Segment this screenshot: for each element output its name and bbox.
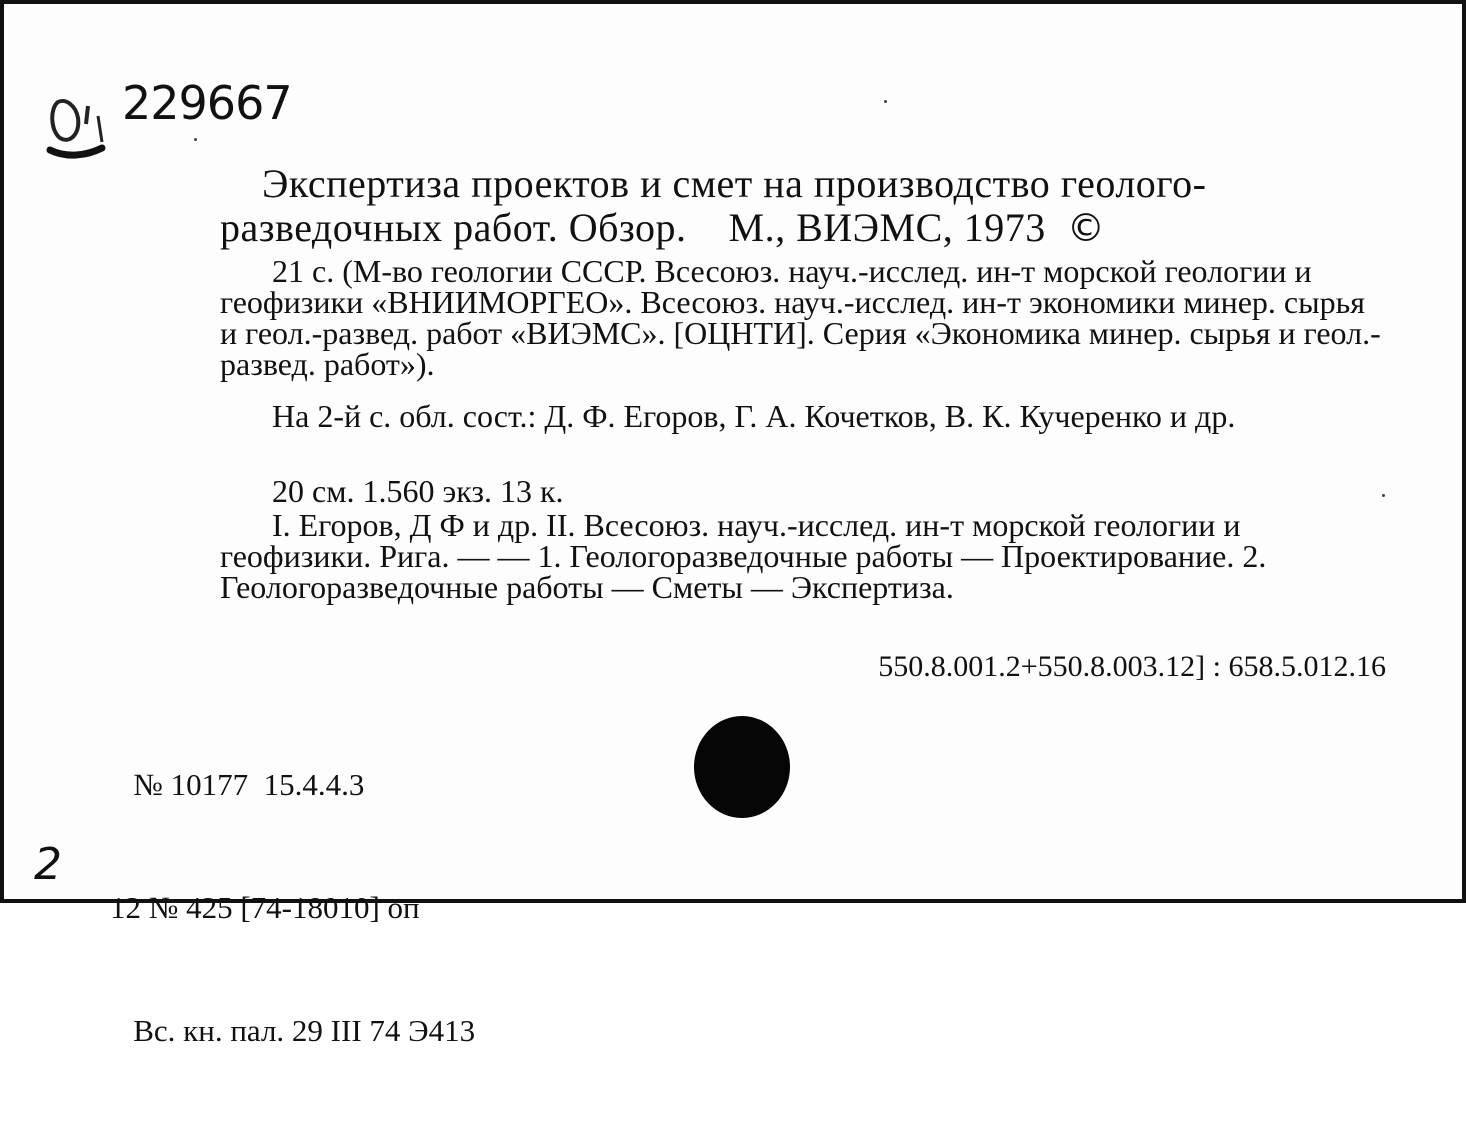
speck (1382, 494, 1385, 497)
handwritten-mark-icon (40, 84, 118, 164)
udc-classification: 550.8.001.2+550.8.003.12] : 658.5.012.16 (878, 650, 1386, 683)
handwritten-corner-number: 2 (34, 839, 62, 890)
catalog-info (110, 682, 475, 1133)
paragraph-pagination: 21 с. (М-во геологии СССР. Всесоюз. науч.-исслед. ин-т морской геологии и геофизики «ВНИИМОРГЕО». Всесоюз. науч.-исслед. ин-т экономики минер. сырья и геол.-развед. работ «ВИЭМС». [ОЦНТИ]. Серия «Экономика минер. сырья и геол.-развед. работ»). (220, 253, 1381, 382)
publisher-place: М., ВИЭМС, 1973 (728, 205, 1046, 250)
card-number: 229667 (122, 76, 292, 130)
paragraph-compilers: На 2-й с. обл. сост.: Д. Ф. Егоров, Г. А. Кочетков, В. К. Кучеренко и др. (272, 398, 1236, 434)
title-line-2: разведочных работ. Обзор. (220, 205, 687, 250)
catalog-line: Вс. кн. пал. 29 III 74 Э413 (110, 1013, 476, 1048)
document-title (220, 162, 1380, 250)
paragraph-format: 20 см. 1.560 экз. 13 к. (272, 473, 564, 509)
speck (884, 100, 887, 103)
paragraph-tracings: I. Егоров, Д Ф и др. II. Всесоюз. науч.-исслед. ин-т морской геологии и геофизики. Рига. — — 1. Геологоразведочные работы — Проектирование. 2. Геологоразведочные работы — Сметы — Экспертиза. (220, 507, 1267, 605)
speck (194, 138, 197, 141)
title-line-1: Экспертиза проектов и смет на производство геолого- (262, 161, 1207, 206)
copyright-icon: © (1066, 206, 1106, 250)
punch-hole-mark (694, 716, 790, 818)
catalog-line: № 10177 15.4.4.3 (110, 767, 365, 802)
catalog-line: 12 № 425 [74-18010] оп (110, 890, 420, 925)
